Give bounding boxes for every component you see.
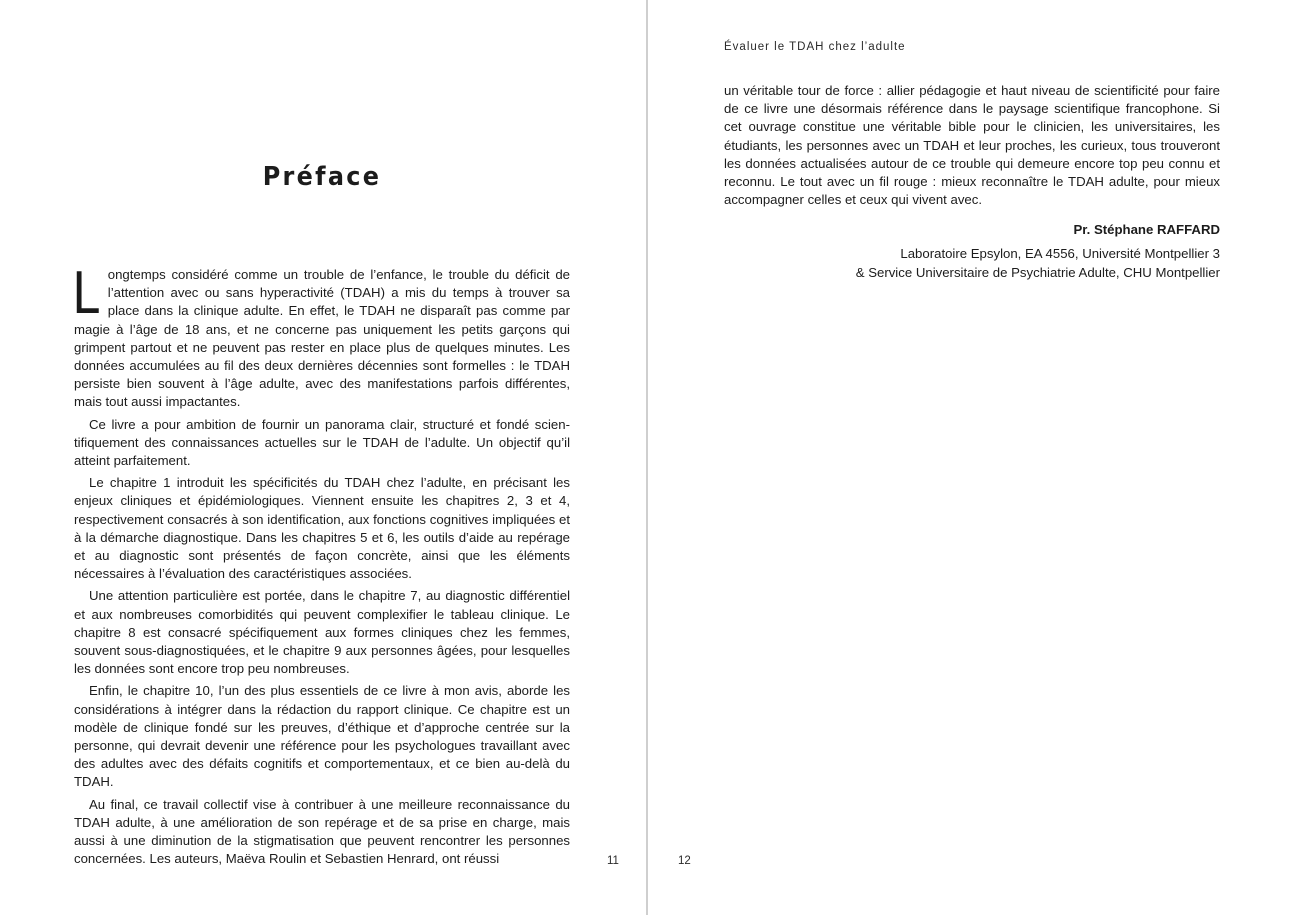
signature-affiliation-1: Laboratoire Epsylon, EA 4556, Université Montpellier 3 (900, 246, 1220, 262)
paragraph: Au final, ce travail collectif vise à contribuer à une meilleure reconnaissance du TDAH adulte, à une amélioration de son repérage et de sa prise en charge, mais aussi à une diminution de la stigmatisation que peuvent rencontrer les personnes concernées. Les auteurs, Maëva Roulin et Sebastien Henrard, ont réussi (74, 796, 570, 867)
signature-name: Pr. Stéphane RAFFARD (1073, 222, 1220, 238)
right-page (648, 0, 1294, 915)
first-paragraph (72, 261, 570, 412)
paragraph: Ce livre a pour ambition de fournir un panorama clair, structuré et fondé scientifiquement des connaissances actuelles sur le TDAH de l’adulte. Un objectif qu’il atteint parfaitement. (74, 416, 570, 469)
first-paragraph-text: ongtemps considéré comme un trouble de l’enfance, le trouble du déficit de l’attention avec ou sans hyperactivité (TDAH) a mis du temps à trouver sa place dans la clinique adulte. En effet, le TDAH ne disparaît pas comme par magie à l’âge de 18 ans, et ne concerne pas uniquement les petits garçons qui grimpent partout et ne peuvent pas rester en place plus de quelques minutes. Les données accumulées au fil des deux dernières décennies sont formelles : le TDAH persiste bien souvent à l’âge adulte, avec des manifestations parfois différentes, mais tout aussi impactantes. (74, 267, 570, 410)
page-title: Préface (262, 162, 382, 192)
left-page (0, 0, 646, 915)
preface-body (72, 261, 570, 873)
page-number-left: 11 (607, 855, 619, 867)
paragraph: Enfin, le chapitre 10, l’un des plus essentiels de ce livre à mon avis, aborde les considérations à intégrer dans la rédaction du rapport clinique. Ce chapitre est un modèle de clinique fondé sur les preuves, d’éthique et d’approche centrée sur la personne, qui devrait devenir une référence pour les psychologues travaillant avec des adultes avec des défaits cognitifs et comportementaux, et ce bien au-delà du TDAH. (74, 683, 570, 790)
signature-affiliation-2: & Service Universitaire de Psychiatrie Adulte, CHU Montpellier (855, 264, 1220, 280)
page-number-right: 12 (678, 855, 691, 867)
drop-cap: L (72, 261, 100, 327)
paragraph: Une attention particulière est portée, dans le chapitre 7, au diagnostic différentiel et aux nombreuses comorbidités qui peuvent complexifier le tableau clinique. Le chapitre 8 est consacré spécifiquement aux formes cliniques chez les femmes, souvent sous-diagnostiquées, et le chapitre 9 aux personnes âgées, pour lesquelles les données sont encore trop peu nombreuses. (74, 588, 570, 677)
continuation-body (724, 82, 1220, 282)
running-head: Évaluer le TDAH chez l’adulte (724, 41, 906, 53)
paragraph: Le chapitre 1 introduit les spécificités du TDAH chez l’adulte, en précisant les enjeux cliniques et épidémiologiques. Viennent ensuite les chapitres 2, 3 et 4, respectivement consacrés à son identification, aux fonctions cognitives impliquées et à la démarche diagnostique. Dans les chapitres 5 et 6, les outils d’aide au repérage et au diagnostic sont présentés de façon concrète, ainsi que les éléments nécessaires à l’évaluation des caractéristiques associées. (74, 475, 570, 582)
paragraph: un véritable tour de force : allier pédagogie et haut niveau de scientificité pour faire de ce livre une désormais référence dans le paysage scientifique francophone. Si cet ouvrage constitue une véritable bible pour le clinicien, les universitaires, les étudiants, les personnes avec un TDAH et leur proches, les curieux, tous trouveront les données actualisées autour de ce trouble qui demeure encore top peu connu et reconnu. Le tout avec un fil rouge : mieux reconnaître le TDAH adulte, pour mieux accompagner celles et ceux qui vivent avec. (724, 83, 1220, 208)
